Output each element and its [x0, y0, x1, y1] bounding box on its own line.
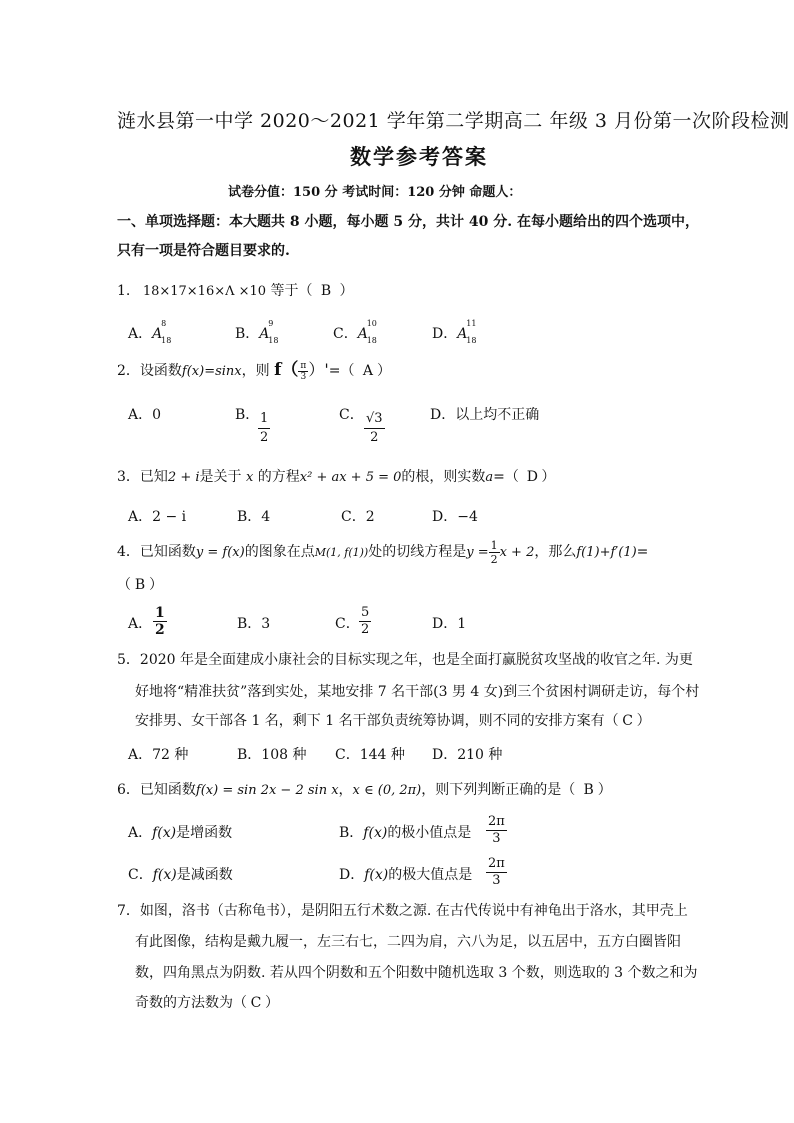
q7-text: 奇数的方法数为（ [135, 995, 247, 1011]
document-subtitle: 数学参考答案 [350, 144, 488, 169]
q4-option-a [128, 613, 152, 633]
q5-option-c: C．144 种 [335, 747, 405, 763]
question-5-line3 [135, 706, 651, 736]
question-number: 6． [117, 782, 140, 798]
q4-expr2: M(1, f(1)) [314, 546, 369, 559]
permutation-symbol: A 8 18 [152, 319, 172, 345]
question-number: 3． [117, 469, 140, 485]
question-7-line2: 有此图像，结构是戴九履一，左三右七，二四为肩，六八为足，以五居中，五方白圈皆阳 [135, 934, 681, 950]
q6-opt-d-expr: f(x) [364, 867, 389, 883]
q6-opt-c-expr: f(x) [152, 867, 177, 883]
q1-option-b [235, 319, 279, 345]
q3-text-a: 已知 [139, 469, 168, 485]
q4-expr3a: y = [466, 545, 489, 560]
q5-answer: C [622, 713, 633, 729]
q5-text: 安排男、女干部各 1 名，剩下 1 名干部负责统筹协调，则不同的安排方案有（ [135, 713, 619, 729]
q3-text-e: =（ [493, 469, 519, 485]
q6-opt-a-expr: f(x) [152, 825, 177, 841]
q6-text-b: ， [338, 782, 353, 798]
q6-option-a [128, 822, 232, 842]
q1-option-a [128, 319, 172, 345]
q2-option-d: D．以上均不正确 [430, 407, 540, 423]
document-title: 涟水县第一中学 2020～2021 学年第二学期高二 年级 3 月份第一次阶段检测 [117, 110, 790, 132]
q2-text-a: 设函数 [139, 363, 182, 379]
q3-var: x [245, 470, 254, 485]
q2-option-b-fraction: $\frac{1}{2}$ [260, 411, 269, 445]
q6-expr1: f(x) = sin 2x − 2 sin x [195, 783, 339, 798]
q6-opt-c-text: 是减函数 [176, 867, 233, 883]
question-6 [117, 775, 612, 806]
q1-option-c [333, 319, 377, 345]
q3-var2: a [485, 470, 494, 485]
q6-opt-a-text: 是增函数 [176, 825, 233, 841]
q5-option-a: A．72 种 [128, 747, 189, 763]
q2-option-c-fraction: $\frac{√3}{2}$ [366, 411, 383, 445]
option-label: C． [333, 326, 358, 342]
q2-answer: A [362, 363, 373, 379]
question-3 [117, 462, 555, 493]
question-2 [117, 355, 391, 387]
q4-expr3b: x + 2 [499, 545, 535, 560]
option-label: A． [128, 326, 153, 342]
question-4 [117, 537, 648, 568]
q2-text-b: ，则 [241, 363, 270, 379]
q6-option-b [339, 822, 471, 842]
q5-option-d: D．210 种 [432, 747, 503, 763]
q2-expr-open: f（ [274, 360, 299, 380]
q3-text-d: 的根，则实数 [401, 469, 486, 485]
question-7-line3: 数，四角黑点为阴数. 若从四个阴数和五个阳数中随机选取 3 个数，则选取的 3 个数之和为 [135, 965, 698, 981]
q5-close: ） [636, 713, 651, 729]
q4-option-c-fraction: $\frac{5}{2}$ [361, 605, 370, 637]
q1-option-d [432, 319, 477, 345]
option-label: A． [128, 616, 153, 632]
q3-option-b: B．4 [237, 509, 271, 525]
option-label: D． [432, 326, 458, 342]
exam-meta: 试卷分值：150 分 考试时间：120 分钟 命题人： [228, 185, 522, 200]
question-number: 4． [117, 544, 140, 560]
q6-close: ） [597, 782, 612, 798]
permutation-symbol: A 10 18 [357, 319, 377, 345]
question-7-line1: 7．如图，洛书（古称龟书），是阴阳五行术数之源. 在古代传说中有神龟出于洛水，其甲壳上 [117, 903, 688, 919]
q2-option-a: A．0 [128, 407, 162, 423]
q1-expression: 18×17×16×Λ ×10 [142, 284, 267, 299]
option-label: B． [339, 825, 364, 841]
q4-open: （ [117, 577, 131, 593]
q6-opt-d-text: 的极大值点是 [388, 867, 473, 883]
q6-opt-b-expr: f(x) [363, 825, 388, 841]
question-number: 1. [117, 283, 131, 299]
option-label: B． [235, 407, 260, 423]
q6-expr2: x ∈ (0, 2π) [352, 783, 422, 798]
q4-close: ） [149, 577, 163, 593]
option-label: C． [128, 867, 153, 883]
q7-answer: C [250, 995, 262, 1011]
q4-fraction: $\frac{1}{2}$ [490, 538, 498, 566]
q6-option-d-fraction: $\frac{2\pi}{3}$ [488, 856, 505, 888]
q3-text-c: 的方程 [257, 469, 300, 485]
q3-text-b: 是关于 [199, 469, 242, 485]
q2-expr-fraction: $\frac{\pi}{3}$ [300, 360, 307, 382]
q4-expr4: f(1)+f′(1) [576, 545, 637, 560]
q6-text-c: ，则下列判断正确的是（ [421, 782, 576, 798]
q4-answer: B [134, 577, 146, 593]
option-label: D． [339, 867, 365, 883]
q2-eq: =（ [328, 363, 355, 379]
option-label: C． [339, 407, 364, 423]
q2-function: f(x)=sinx [181, 364, 242, 379]
q6-text-a: 已知函数 [139, 782, 196, 798]
q4-option-b: B．3 [237, 616, 271, 632]
q1-answer: B [320, 283, 332, 299]
question-1 [117, 276, 353, 307]
permutation-symbol: A 11 18 [457, 319, 477, 345]
q4-text-b: 的图象在点 [244, 544, 315, 560]
q6-option-c [128, 864, 233, 884]
q3-close: ） [541, 469, 556, 485]
section-heading-line1: 一、单项选择题：本大题共 8 小题，每小题 5 分，共计 40 分. 在每小题给出的四个选项中， [117, 214, 699, 230]
q5-option-b: B．108 种 [237, 747, 307, 763]
q4-expr1: y = f(x) [195, 545, 245, 560]
question-7-line4 [135, 988, 279, 1018]
question-number: 2． [117, 363, 140, 379]
q7-close: ） [265, 995, 279, 1011]
option-label: C． [335, 616, 360, 632]
q3-expr2: x² + ax + 5 = 0 [299, 470, 402, 485]
q3-option-a: A．2 − i [128, 509, 187, 525]
q6-opt-b-text: 的极小值点是 [387, 825, 472, 841]
q6-answer: B [583, 782, 594, 798]
q4-text-a: 已知函数 [139, 544, 196, 560]
question-4-line2 [117, 570, 163, 600]
q4-text-e: = [636, 544, 649, 560]
option-label: B． [235, 326, 260, 342]
q4-option-d: D．1 [432, 616, 467, 632]
q4-text-c: 处的切线方程是 [368, 544, 467, 560]
q3-answer: D [526, 469, 538, 485]
q2-option-c [339, 404, 364, 424]
question-5-line1: 5．2020 年是全面建成小康社会的目标实现之年，也是全面打赢脱贫攻坚战的收官之年. 为更 [117, 652, 693, 668]
q4-text-d: ，那么 [534, 544, 577, 560]
q2-expr-close: ）' [308, 360, 329, 379]
q6-option-b-fraction: $\frac{2\pi}{3}$ [488, 814, 505, 846]
q1-text: 等于（ [270, 283, 313, 299]
q3-option-d: D．−4 [432, 509, 478, 525]
q4-option-c [335, 613, 360, 633]
q1-close: ） [339, 283, 354, 299]
q3-option-c: C．2 [341, 509, 375, 525]
q6-option-d [339, 864, 472, 884]
q2-close: ） [376, 363, 391, 379]
q3-expr1: 2 + i [167, 470, 200, 485]
section-heading-line2: 只有一项是符合题目要求的. [117, 243, 290, 259]
option-label: A． [128, 825, 153, 841]
q4-option-a-fraction: $\frac{1}{2}$ [155, 605, 165, 638]
q2-option-b [235, 404, 259, 424]
permutation-symbol: A 9 18 [259, 319, 279, 345]
question-5-line2: 好地将“精准扶贫”落到实处，某地安排 7 名干部(3 男 4 女)到三个贫困村调研走访，每个村 [135, 684, 700, 700]
